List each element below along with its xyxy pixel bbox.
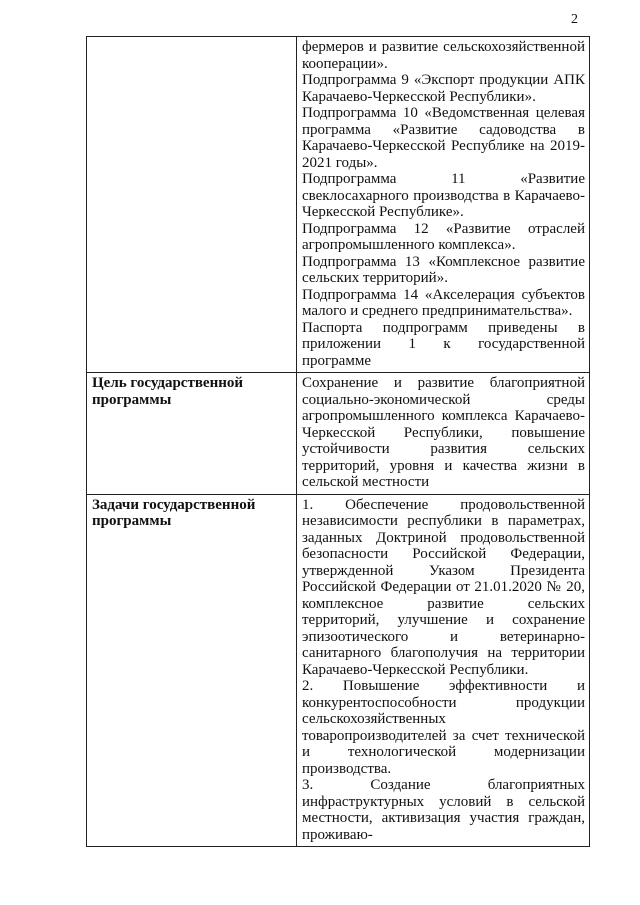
paragraph: фермеров и развитие сельскохозяйственной кооперации». xyxy=(302,39,585,72)
row-content xyxy=(297,373,590,495)
row-content xyxy=(297,37,590,373)
program-passport-table xyxy=(86,36,590,847)
paragraph: Подпрограмма 12 «Развитие отраслей агропромышленного комплекса». xyxy=(302,220,585,253)
page-number: 2 xyxy=(571,12,578,27)
table-row xyxy=(87,494,590,847)
paragraph: Подпрограмма 11 «Развитие свеклосахарного производства в Карачаево-Черкесской Республике». xyxy=(302,171,585,220)
paragraph: 3. Создание благоприятных инфраструктурных условий в сельской местности, активизация участия граждан, проживаю- xyxy=(302,777,585,843)
table-row xyxy=(87,37,590,373)
paragraph: Подпрограмма 10 «Ведомственная целевая программа «Развитие садоводства в Карачаево-Черкесской Республике на 2019-2021 годы». xyxy=(302,105,585,171)
paragraph: Подпрограмма 14 «Акселерация субъектов малого и среднего предпринимательства». xyxy=(302,286,585,319)
row-label: Задачи государственной программы xyxy=(87,494,297,847)
row-label: Цель государственной программы xyxy=(87,373,297,495)
paragraph: Паспорта подпрограмм приведены в приложении 1 к государственной программе xyxy=(302,319,585,369)
paragraph: Сохранение и развитие благоприятной социально-экономической среды агропромышленного комплекса Карачаево-Черкесской Республики, повышение устойчивости развития сельских территорий, уровня и качества жизни в сельской местности xyxy=(302,375,585,490)
row-label xyxy=(87,37,297,373)
paragraph: 2. Повышение эффективности и конкурентоспособности продукции сельскохозяйственных товаропроизводителей за счет технической и технологической модернизации производства. xyxy=(302,678,585,777)
paragraph: 1. Обеспечение продовольственной независимости республики в параметрах, заданных Доктриной продовольственной безопасности Российской Федерации, утвержденной Указом Президента Российской Федерации от 21.01.2020 № 20, комплексное развитие сельских территорий, улучшение и сохранение эпизоотического и ветеринарно-санитарного благополучия на территории Карачаево-Черкесской Республики. xyxy=(302,496,585,678)
table-row xyxy=(87,373,590,495)
paragraph: Подпрограмма 13 «Комплексное развитие сельских территорий». xyxy=(302,253,585,286)
paragraph: Подпрограмма 9 «Экспорт продукции АПК Карачаево-Черкесской Республики». xyxy=(302,72,585,105)
row-content xyxy=(297,494,590,847)
